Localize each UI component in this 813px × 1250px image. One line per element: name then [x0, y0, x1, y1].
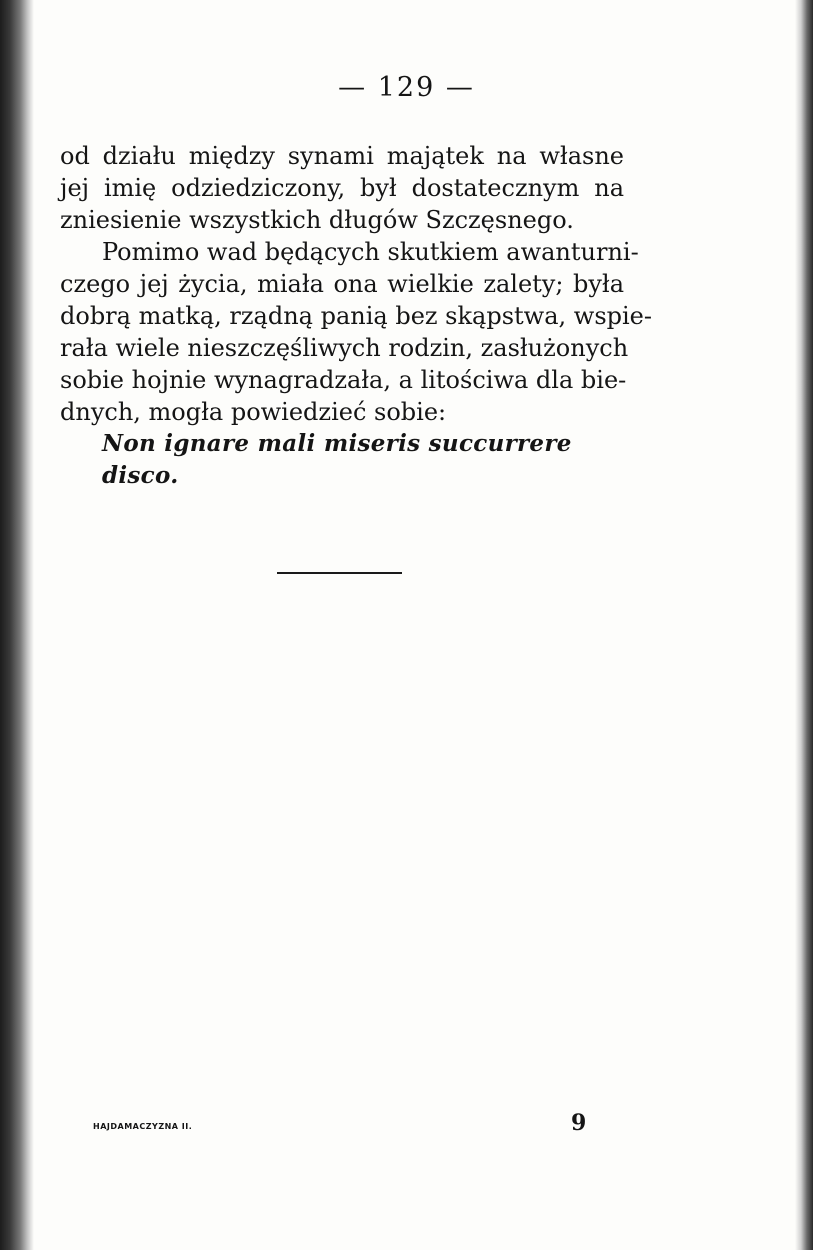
- text-line: dnych, mogła powiedzieć sobie:: [60, 398, 447, 426]
- text-line: zniesienie wszystkich długów Szczęsnego.: [60, 206, 574, 234]
- text-line: od działu między synami majątek na własne: [60, 142, 624, 170]
- section-divider: [277, 572, 402, 574]
- page-number: — 129 —: [338, 72, 475, 103]
- text-line: jej imię odziedziczony, był dostatecznym na: [60, 174, 624, 202]
- text-line: dobrą matką, rządną panią bez skąpstwa, wspie-: [60, 302, 652, 330]
- binding-shadow-left: [0, 0, 34, 1250]
- binding-shadow-right: [795, 0, 813, 1250]
- printer-signature: HAJDAMACZYZNA II.: [93, 1122, 193, 1131]
- text-line: czego jej życia, miała ona wielkie zalety; była: [60, 270, 624, 298]
- text-line: sobie hojnie wynagradzała, a litościwa dla bie-: [60, 366, 627, 394]
- latin-motto: Non ignare mali miseris succurrere disco.: [102, 430, 572, 489]
- paragraph-1: [60, 140, 624, 236]
- sheet-number: 9: [571, 1110, 587, 1136]
- paragraph-2: [60, 236, 652, 428]
- text-line: Pomimo wad będących skutkiem awanturni-: [102, 238, 639, 266]
- body-text: [60, 140, 652, 492]
- text-line: rała wiele nieszczęśliwych rodzin, zasłużonych: [60, 334, 629, 362]
